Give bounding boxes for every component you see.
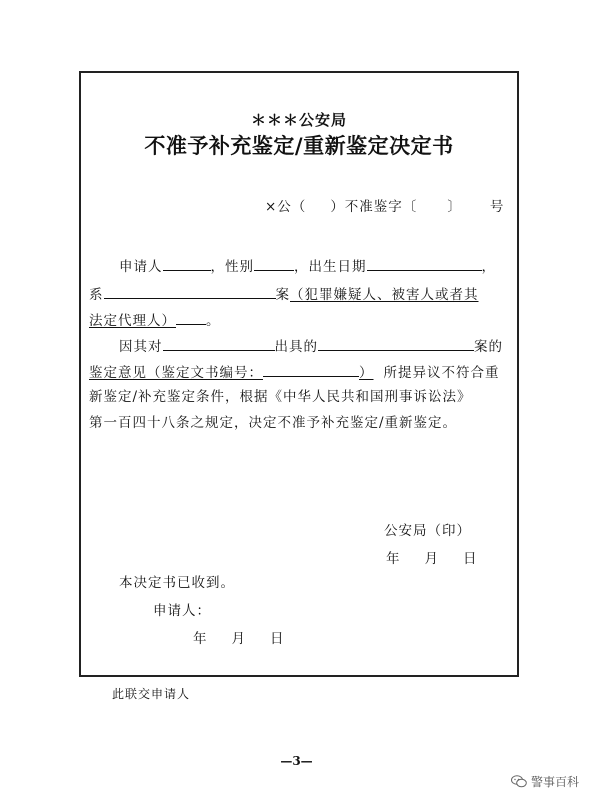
- watermark-text: 警事百科: [530, 774, 579, 789]
- case-of-label: 案的: [474, 339, 503, 355]
- receipt-date: [193, 633, 285, 647]
- because-label: 因其对: [119, 339, 163, 355]
- receipt-text: 本决定书已收到。: [119, 575, 235, 591]
- receipt-applicant-label: 申请人：: [153, 603, 211, 619]
- watermark: [511, 775, 579, 788]
- opinion-line: [89, 365, 500, 381]
- receipt-month: 月: [231, 631, 246, 647]
- signature-year: 年: [386, 551, 401, 567]
- authority-seal: 公安局（印）: [384, 523, 471, 539]
- role-options-a: （犯罪嫌疑人、被害人或者其: [290, 287, 479, 303]
- doc-number-prefix: ×公（: [265, 199, 307, 215]
- role-blank: [176, 313, 206, 325]
- case-label: 案: [275, 287, 290, 303]
- signature-date: [386, 553, 478, 567]
- line1-end: ，: [481, 259, 496, 275]
- receipt-year: 年: [193, 631, 208, 647]
- line3-end: 。: [206, 313, 221, 329]
- gender-label: ，性别: [210, 259, 254, 275]
- doc-number-line: [265, 201, 504, 215]
- applicant-name-blank: [163, 259, 211, 271]
- signature-day: 日: [463, 551, 478, 567]
- opinion-close: ）: [359, 365, 374, 381]
- doc-number-suffix: 号: [489, 199, 505, 215]
- because-line: [119, 339, 503, 355]
- copy-note: 此联交申请人: [112, 687, 191, 701]
- decision-line: 第一百四十八条之规定，决定不准予补充鉴定/重新鉴定。: [89, 415, 458, 431]
- page-number: —3—: [280, 754, 313, 768]
- applicant-line: [119, 259, 496, 275]
- legal-basis-line: 新鉴定/补充鉴定条件，根据《中华人民共和国刑事诉讼法》: [89, 389, 472, 405]
- receipt-day: 日: [270, 631, 285, 647]
- issued-label: 出具的: [274, 339, 318, 355]
- relation-line: [89, 287, 479, 303]
- applicant-label: 申请人: [119, 259, 163, 275]
- document-title: 不准予补充鉴定/重新鉴定决定书: [144, 133, 454, 158]
- opinion-label: 鉴定意见（鉴定文书编号：: [89, 365, 263, 381]
- role-options-b: 法定代理人）: [89, 313, 176, 329]
- chat-bubbles-icon: [511, 775, 527, 788]
- signature-month: 月: [424, 551, 439, 567]
- institution-blank: [163, 339, 275, 351]
- dob-label: ，出生日期: [294, 259, 367, 275]
- case-name-blank: [104, 287, 276, 299]
- case-of-blank: [318, 339, 474, 351]
- doc-number-bracket-close: 〕: [447, 199, 462, 215]
- relation-prefix: 系: [89, 287, 104, 303]
- role-line: [89, 313, 221, 329]
- decision-form: [79, 71, 519, 677]
- agency-title: ＊＊＊公安局: [250, 111, 347, 129]
- doc-number-mid: ）不准鉴字〔: [330, 199, 418, 215]
- dob-blank: [367, 259, 482, 271]
- gender-blank: [254, 259, 294, 271]
- objection-text: 所提异议不符合重: [383, 365, 500, 381]
- opinion-number-blank: [263, 365, 359, 377]
